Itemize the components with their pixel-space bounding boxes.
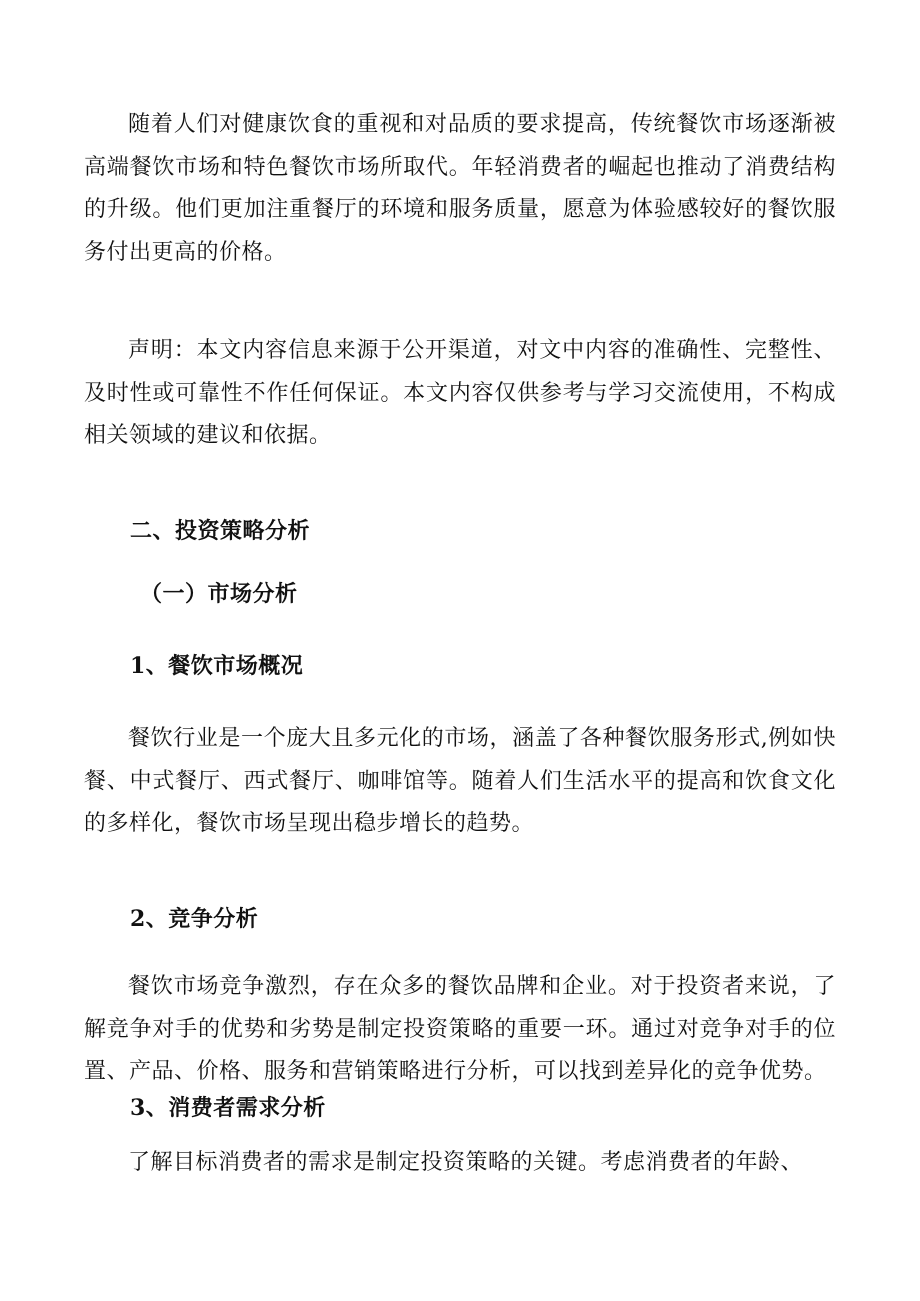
paragraph-consumer-demand: 了解目标消费者的需求是制定投资策略的关键。考虑消费者的年龄、 bbox=[128, 1150, 804, 1175]
paragraph-market-overview: 餐饮行业是一个庞大且多元化的市场，涵盖了各种餐饮服务形式,例如快餐、中式餐厅、西式餐厅、咖啡馆等。随着人们生活水平的提高和饮食文化的多样化，餐饮市场呈现出稳步增长的趋势。 bbox=[84, 726, 836, 836]
subsection-heading-market-analysis: （一）市场分析 bbox=[140, 581, 298, 607]
item-heading-market-overview: 1、餐饮市场概况 bbox=[130, 653, 304, 679]
item-heading-consumer-demand: 3、消费者需求分析 bbox=[130, 1095, 326, 1121]
item-heading-competition: 2、竞争分析 bbox=[130, 906, 259, 932]
paragraph-competition: 餐饮市场竞争激烈，存在众多的餐饮品牌和企业。对于投资者来说，了解竞争对手的优势和劣势是制定投资策略的重要一环。通过对竞争对手的位置、产品、价格、服务和营销策略进行分析，可以找到差异化的竞争优势。 bbox=[84, 974, 836, 1084]
section-heading-investment-strategy: 二、投资策略分析 bbox=[130, 518, 311, 544]
paragraph-consumer-trends: 随着人们对健康饮食的重视和对品质的要求提高，传统餐饮市场逐渐被高端餐饮市场和特色餐饮市场所取代。年轻消费者的崛起也推动了消费结构的升级。他们更加注重餐厅的环境和服务质量，愿意为体验感较好的餐饮服务付出更高的价格。 bbox=[84, 112, 836, 265]
paragraph-disclaimer: 声明：本文内容信息来源于公开渠道，对文中内容的准确性、完整性、及时性或可靠性不作任何保证。本文内容仅供参考与学习交流使用，不构成相关领域的建议和依据。 bbox=[84, 338, 836, 448]
